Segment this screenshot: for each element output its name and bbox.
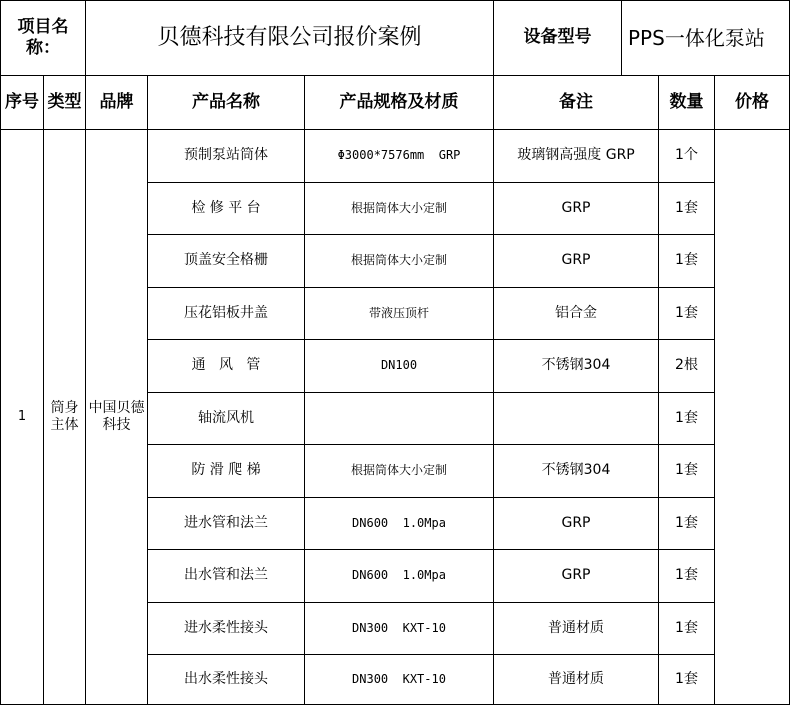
project-name-label: 项目名 称：	[0, 0, 86, 76]
product-name: 顶盖安全格栅	[148, 235, 305, 288]
product-name: 防 滑 爬 梯	[148, 445, 305, 498]
product-spec: 根据筒体大小定制	[305, 183, 494, 236]
product-name: 预制泵站筒体	[148, 130, 305, 183]
product-spec: DN300 KXT-10	[305, 603, 494, 656]
product-name: 通 风 管	[148, 340, 305, 393]
column-header-product-name: 产品名称	[148, 76, 305, 130]
group-type: 筒身 主体	[44, 130, 86, 705]
product-spec: DN300 KXT-10	[305, 655, 494, 705]
product-note: GRP	[494, 183, 659, 236]
column-header-quantity: 数量	[659, 76, 715, 130]
product-name: 出水柔性接头	[148, 655, 305, 705]
product-quantity: 1套	[659, 445, 715, 498]
product-note	[494, 393, 659, 446]
product-spec: 根据筒体大小定制	[305, 235, 494, 288]
product-spec	[305, 393, 494, 446]
column-header-index: 序号	[0, 76, 44, 130]
column-header-price: 价格	[715, 76, 790, 130]
product-quantity: 1套	[659, 603, 715, 656]
product-note: 不锈钢304	[494, 340, 659, 393]
product-name: 轴流风机	[148, 393, 305, 446]
product-name: 出水管和法兰	[148, 550, 305, 603]
product-note: 铝合金	[494, 288, 659, 341]
product-quantity: 1套	[659, 235, 715, 288]
product-spec: DN600 1.0Mpa	[305, 498, 494, 551]
product-quantity: 2根	[659, 340, 715, 393]
product-spec: DN600 1.0Mpa	[305, 550, 494, 603]
product-note: 玻璃钢高强度 GRP	[494, 130, 659, 183]
group-brand: 中国贝德 科技	[86, 130, 148, 705]
column-header-note: 备注	[494, 76, 659, 130]
product-spec: Φ3000*7576mm GRP	[305, 130, 494, 183]
product-note: GRP	[494, 235, 659, 288]
product-quantity: 1套	[659, 655, 715, 705]
product-note: GRP	[494, 550, 659, 603]
column-header-brand: 品牌	[86, 76, 148, 130]
price-cell	[715, 130, 790, 705]
product-name: 检 修 平 台	[148, 183, 305, 236]
product-quantity: 1套	[659, 393, 715, 446]
product-spec: 根据筒体大小定制	[305, 445, 494, 498]
product-quantity: 1套	[659, 288, 715, 341]
product-note: GRP	[494, 498, 659, 551]
product-spec: 带液压顶杆	[305, 288, 494, 341]
product-note: 普通材质	[494, 603, 659, 656]
product-quantity: 1套	[659, 183, 715, 236]
column-header-spec: 产品规格及材质	[305, 76, 494, 130]
product-spec: DN100	[305, 340, 494, 393]
equipment-model-label: 设备型号	[494, 0, 622, 76]
product-note: 普通材质	[494, 655, 659, 705]
product-name: 压花铝板井盖	[148, 288, 305, 341]
product-quantity: 1套	[659, 550, 715, 603]
product-quantity: 1套	[659, 498, 715, 551]
group-index: 1	[0, 130, 44, 705]
product-note: 不锈钢304	[494, 445, 659, 498]
product-quantity: 1个	[659, 130, 715, 183]
product-name: 进水柔性接头	[148, 603, 305, 656]
product-name: 进水管和法兰	[148, 498, 305, 551]
column-header-type: 类型	[44, 76, 86, 130]
project-name-value: 贝德科技有限公司报价案例	[86, 0, 494, 76]
equipment-model-value: PPS一体化泵站	[622, 0, 790, 76]
